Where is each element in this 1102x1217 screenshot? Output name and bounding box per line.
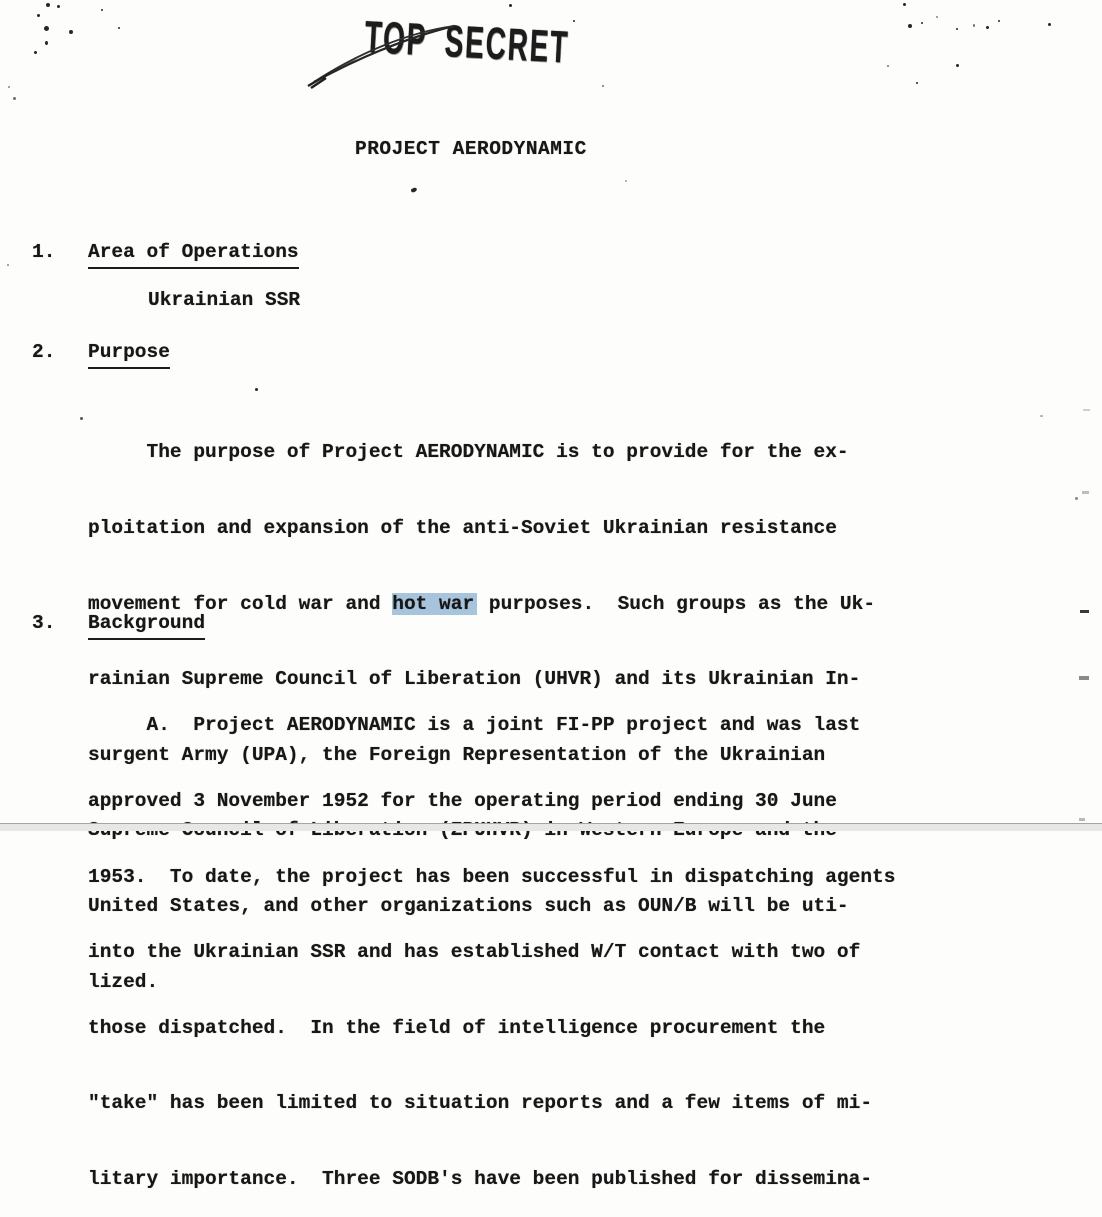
paragraph-line: surgent Army (UPA), the Foreign Representation of the Ukrainian <box>88 743 826 766</box>
noise-speck <box>45 41 48 45</box>
noise-speck <box>998 20 1000 22</box>
scan-artifact-dash <box>1083 409 1090 411</box>
noise-speck <box>625 180 627 182</box>
paragraph-line: into the Ukrainian SSR and has established W/T contact with two of <box>88 941 861 964</box>
noise-speck <box>44 26 49 31</box>
noise-speck <box>986 26 989 29</box>
noise-speck <box>410 187 417 193</box>
scan-edge-bottom <box>0 823 1102 831</box>
paragraph-line: lized. <box>88 970 159 993</box>
paragraph-line: 1953. To date, the project has been successful in dispatching agents <box>88 865 896 888</box>
paragraph-line: "take" has been limited to situation reports and a few items of mi- <box>88 1092 873 1115</box>
paragraph-line: The purpose of Project AERODYNAMIC is to provide for the ex- <box>88 441 849 464</box>
noise-speck <box>69 30 73 34</box>
strikethrough-pen-mark <box>300 10 570 100</box>
paragraph-line: litary importance. Three SODB's have been published for dissemina- <box>88 1168 873 1191</box>
scan-artifact-dash <box>1080 610 1089 613</box>
noise-speck <box>1075 497 1078 500</box>
noise-speck <box>1048 23 1051 26</box>
line-text: purposes. Such groups as the Uk- <box>477 592 876 615</box>
noise-speck <box>509 4 512 7</box>
noise-speck <box>903 3 906 6</box>
noise-speck <box>8 86 10 88</box>
noise-speck <box>973 24 975 27</box>
scan-artifact-dash <box>1082 491 1089 494</box>
line-text: movement for cold war and <box>88 592 393 615</box>
noise-speck <box>887 65 889 67</box>
section-number: 3. <box>32 612 56 634</box>
section-number: 2. <box>32 341 56 363</box>
noise-speck <box>118 27 120 29</box>
section-heading-area-of-operations: Area of Operations <box>88 240 299 269</box>
noise-speck <box>13 97 16 100</box>
highlighted-text: hot war <box>392 593 477 615</box>
section-number: 1. <box>32 241 56 263</box>
noise-speck <box>956 28 958 30</box>
paragraph-line: A. Project AERODYNAMIC is a joint FI-PP project and was last <box>88 714 861 737</box>
noise-speck <box>573 20 575 22</box>
noise-speck <box>602 85 604 87</box>
noise-speck <box>34 51 37 54</box>
noise-speck <box>57 5 60 8</box>
paragraph-line: those dispatched. In the field of intelligence procurement the <box>88 1016 826 1039</box>
scan-artifact-dash <box>1079 676 1089 680</box>
noise-speck <box>37 14 40 17</box>
paragraph-line: approved 3 November 1952 for the operating period ending 30 June <box>88 790 837 813</box>
noise-speck <box>916 82 918 84</box>
noise-speck <box>7 264 9 266</box>
noise-speck <box>1040 415 1043 417</box>
area-of-operations-value: Ukrainian SSR <box>148 289 301 311</box>
scan-artifact-dash <box>1079 818 1085 821</box>
document-title: PROJECT AERODYNAMIC <box>355 138 587 160</box>
section-heading-purpose: Purpose <box>88 340 170 369</box>
noise-speck <box>255 388 258 391</box>
background-paragraph <box>88 663 895 1217</box>
paragraph-line: rainian Supreme Council of Liberation (UHVR) and its Ukrainian In- <box>88 668 861 691</box>
section-heading-background: Background <box>88 611 205 640</box>
noise-speck <box>908 24 912 28</box>
noise-speck <box>936 16 938 18</box>
noise-speck <box>956 64 959 67</box>
noise-speck <box>46 3 50 7</box>
noise-speck <box>921 22 923 24</box>
paragraph-line <box>88 592 875 617</box>
paragraph-line: United States, and other organizations such as OUN/B will be uti- <box>88 895 849 918</box>
noise-speck <box>101 9 103 11</box>
noise-speck <box>80 417 83 420</box>
paragraph-line: ploitation and expansion of the anti-Soviet Ukrainian resistance <box>88 517 837 540</box>
top-secret-stamp: TOP SECRET <box>363 11 571 73</box>
